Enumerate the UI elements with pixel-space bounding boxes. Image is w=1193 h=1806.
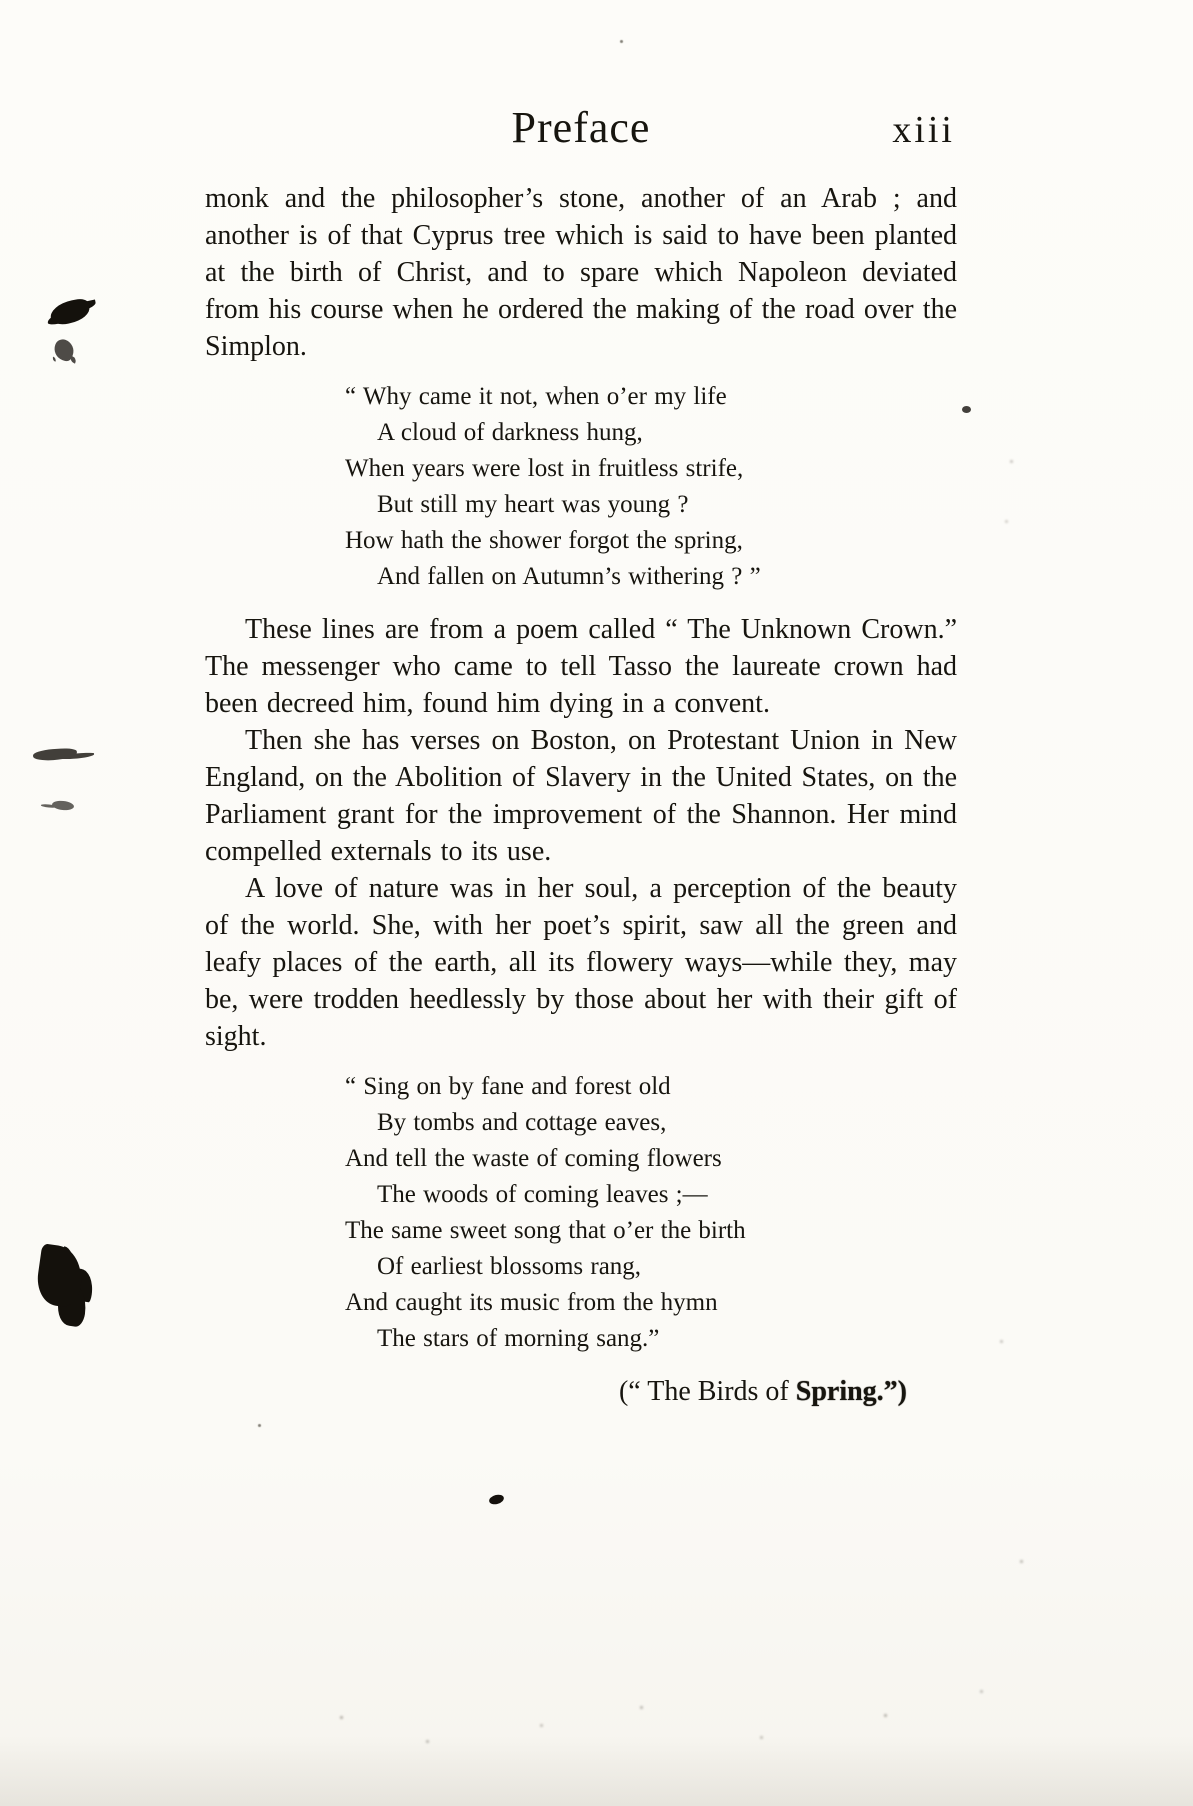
poem-line: Of earliest blossoms rang, xyxy=(377,1253,642,1280)
ink-smudge xyxy=(52,800,75,811)
page-number: xiii xyxy=(892,109,955,151)
text-column xyxy=(205,180,957,1410)
ink-smudge xyxy=(51,337,77,363)
poem-line: And fallen on Autumn’s withering ? ” xyxy=(377,563,761,590)
ink-smudge xyxy=(33,747,78,761)
poem-attribution xyxy=(205,1373,957,1410)
poem-line: The stars of morning sang.” xyxy=(377,1325,660,1352)
ink-dot xyxy=(962,406,971,413)
paragraph-monk: monk and the philosopher’s stone, another of an Arab ; and another is of that Cyprus tree which is said to have been planted at the birth of Christ, and to spare which Napoleon deviated from his course when he ordered the making of the road over the Simplon. xyxy=(205,183,957,362)
poem-line: When years were lost in fruitless strife, xyxy=(345,455,744,482)
scan-speckles xyxy=(0,0,3,3)
attribution-emphasis: Spring.”) xyxy=(795,1376,907,1407)
poem-line: The woods of coming leaves ;— xyxy=(377,1181,708,1208)
page-title: Preface xyxy=(511,103,651,152)
poem-line: “ Sing on by fane and forest old xyxy=(345,1073,671,1100)
poem-sing-on xyxy=(345,1069,957,1357)
ink-dot xyxy=(488,1493,505,1506)
poem-line: How hath the shower forgot the spring, xyxy=(345,527,743,554)
poem-line: “ Why came it not, when o’er my life xyxy=(345,383,727,410)
poem-line: A cloud of darkness hung, xyxy=(377,419,643,446)
page-header xyxy=(205,102,957,162)
poem-line: And tell the waste of coming flowers xyxy=(345,1145,722,1172)
poem-line: The same sweet song that o’er the birth xyxy=(345,1217,746,1244)
attribution-text: (“ The Birds of xyxy=(618,1376,796,1407)
poem-why-came-it-not xyxy=(345,379,957,595)
ink-smudge xyxy=(48,297,92,327)
ink-blot xyxy=(34,1243,86,1309)
poem-line: By tombs and cottage eaves, xyxy=(377,1109,667,1136)
page-edge-shading xyxy=(0,1736,1193,1806)
poem-line: But still my heart was young ? xyxy=(377,491,689,518)
paragraph-these-lines: These lines are from a poem called “ The Unknown Crown.” The messenger who came to tell Tasso the laureate crown had been decreed him, found him dying in a convent. xyxy=(205,614,957,719)
poem-line: And caught its music from the hymn xyxy=(345,1289,718,1316)
paragraph-then-she: Then she has verses on Boston, on Protestant Union in New England, on the Abolition of Slavery in the United States, on the Parliament grant for the improvement of the Shannon. Her mind compelled externals to its use. xyxy=(205,725,957,867)
paragraph-love-of-nature: A love of nature was in her soul, a perception of the beauty of the world. She, with her poet’s spirit, saw all the green and leafy places of the earth, all its flowery ways—while they, may be, were trodden heedlessly by those about her with their gift of sight. xyxy=(205,873,957,1052)
